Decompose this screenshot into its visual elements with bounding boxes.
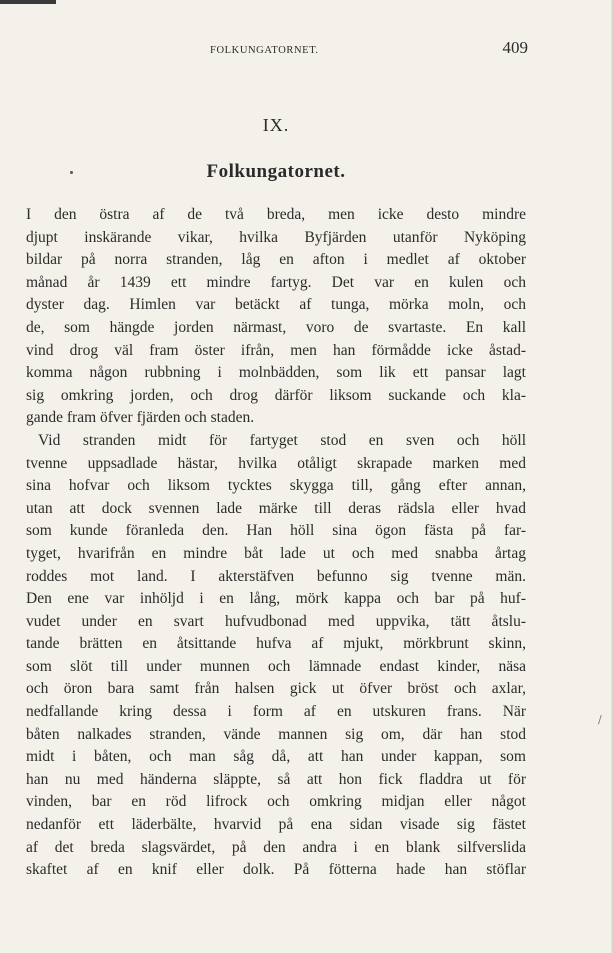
text-line: månad år 1439 ett mindre fartyg. Det var en kulen och — [26, 273, 526, 291]
text-line: Vid stranden midt för fartyget stod en sven och höll — [38, 431, 526, 449]
page-edge-top — [0, 0, 56, 4]
text-line: vind drog väl fram öster ifrån, men han förmådde icke åstad- — [26, 341, 526, 359]
text-line: Den ene var inhöljd i en lång, mörk kappa och bar på huf- — [26, 590, 526, 608]
page-header — [210, 38, 528, 58]
body-text — [26, 204, 526, 882]
text-line: djupt inskärande vikar, hvilka Byfjärden utanför Nyköping — [26, 228, 526, 246]
text-line: han nu med händerna släppte, så att hon fick fladdra ut för — [26, 770, 526, 788]
margin-mark: / — [598, 713, 602, 726]
text-line: sina hofvar och liksom tycktes skygga till, gång efter annan, — [26, 477, 526, 495]
text-line: vudet under en svart hufvudbonad med uppvika, tätt åtslu- — [26, 612, 526, 630]
page-number: 409 — [502, 38, 528, 57]
text-line: gande fram öfver fjärden och staden. — [26, 409, 255, 427]
text-line: midt i båten, och man såg då, att han under kappan, som — [26, 748, 526, 766]
text-line: dyster dag. Himlen var betäckt af tunga, mörka moln, och — [26, 296, 526, 314]
text-line: sig omkring jorden, och drog därför liksom suckande och kla- — [26, 386, 526, 404]
text-line: de, som hängde jorden närmast, voro de svartaste. En kall — [26, 318, 526, 336]
text-line: I den östra af de två breda, men icke desto mindre — [26, 206, 526, 223]
text-line: båten nalkades stranden, vände mannen sig om, där han stod — [26, 725, 526, 743]
text-line: tande brätten en åtsittande hufva af mjukt, mörkbrunt skinn, — [26, 635, 526, 653]
text-line: tvenne uppsadlade hästar, hvilka otåligt skrapade marken med — [26, 454, 526, 472]
text-line: som kunde föranleda den. Han höll sina ögon fästa på far- — [26, 522, 526, 540]
text-line: roddes mot land. I akterstäfven befunno sig tvenne män. — [26, 567, 526, 585]
text-line: bildar på norra stranden, låg en afton i medlet af oktober — [26, 251, 526, 269]
text-line: vinden, bar en röd lifrock och omkring midjan eller något — [26, 793, 526, 811]
text-line: och öron bara samt från halsen gick ut öfver bröst och axlar, — [26, 680, 526, 698]
text-line: af det breda slagsvärdet, på den andra i en blank silfverslida — [26, 838, 526, 856]
text-line: skaftet af en knif eller dolk. På fötterna hade han stöflar — [26, 861, 526, 879]
chapter-title: Folkungatornet. — [206, 161, 346, 182]
text-line: som slöt till under munnen och lämnade endast kinder, näsa — [26, 657, 526, 675]
chapter-number: IX. — [262, 115, 290, 135]
text-line: tyget, hvarifrån en mindre båt lade ut och med snabba årtag — [26, 544, 526, 562]
text-line: nedanför ett läderbälte, hvarvid på ena sidan visade sig fästet — [26, 816, 526, 834]
text-line: nedfallande kring dessa i form af en utskuren frans. När — [26, 703, 526, 721]
text-line: utan att dock svennen lade märke till deras rädsla eller hvad — [26, 499, 526, 517]
running-title: FOLKUNGATORNET. — [210, 45, 319, 56]
text-line: komma någon rubbning i molnbädden, som lik ett pansar lagt — [26, 364, 526, 382]
